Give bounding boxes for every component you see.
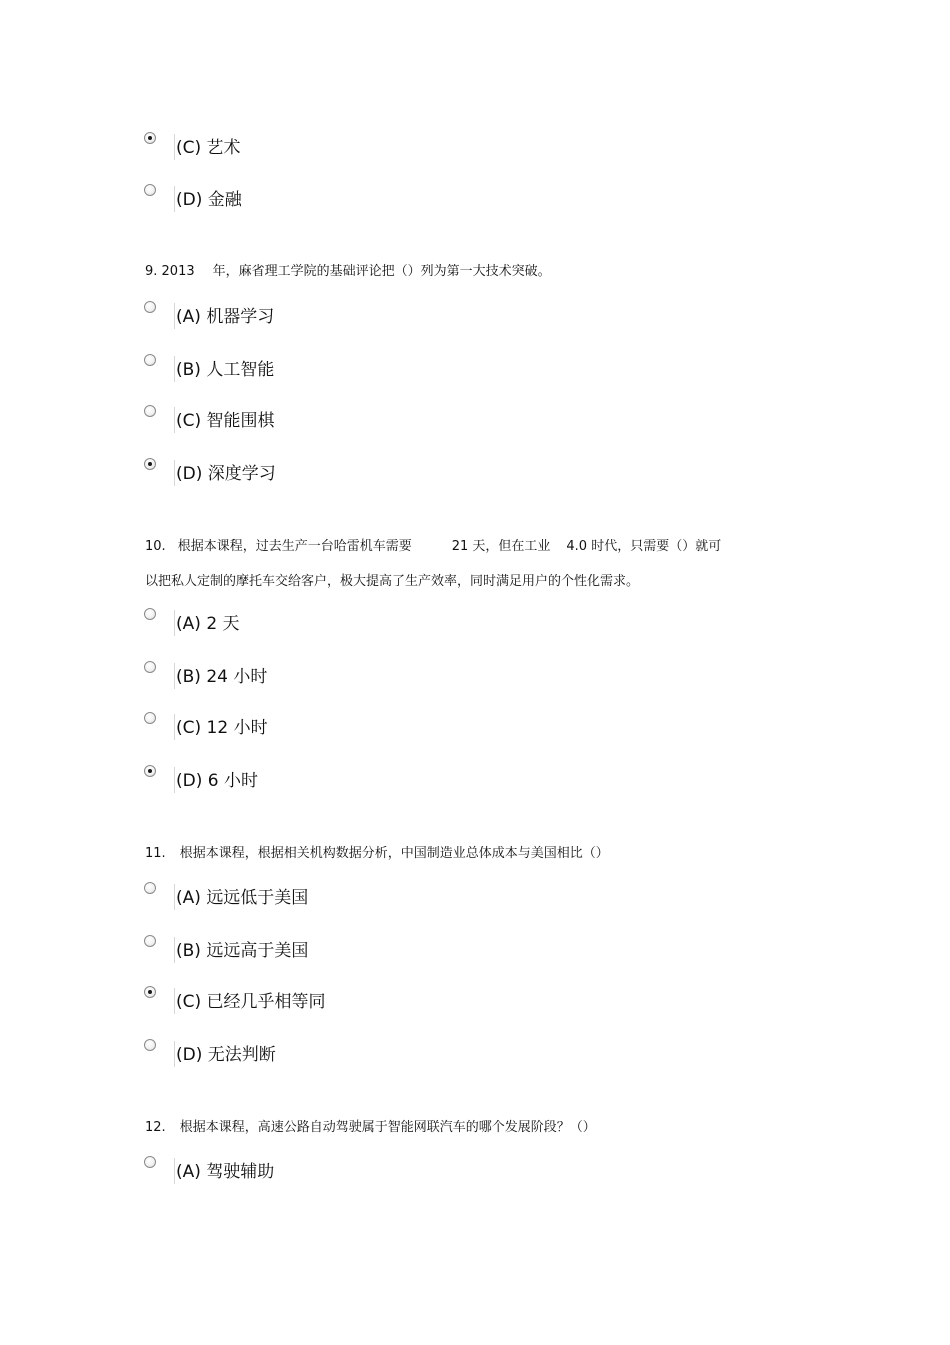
option-q11-d[interactable] [144, 1039, 544, 1067]
question-text: 根据本课程，高速公路自动驾驶属于智能网联汽车的哪个发展阶段？（） [179, 1120, 596, 1135]
option-text: 机器学习 [206, 307, 275, 327]
radio-button[interactable] [144, 354, 156, 366]
divider [174, 356, 175, 382]
option-q10-b[interactable] [144, 661, 544, 689]
option-letter: (D) [176, 771, 203, 791]
option-label [176, 463, 276, 485]
option-q9-b[interactable] [144, 354, 544, 382]
option-letter: (B) [176, 360, 201, 380]
divider [174, 937, 175, 963]
option-label [176, 189, 242, 211]
option-letter: (D) [176, 1045, 203, 1065]
option-label [176, 991, 326, 1013]
option-label [176, 1161, 274, 1183]
radio-button[interactable] [144, 661, 156, 673]
radio-button[interactable] [144, 184, 156, 196]
question-number: 10. [145, 539, 166, 554]
option-label [176, 887, 308, 909]
question-number: 9. 2013 [145, 264, 195, 279]
divider [174, 988, 175, 1014]
option-letter: (C) [176, 138, 202, 158]
option-letter: (C) [176, 718, 202, 738]
option-q10-c[interactable] [144, 712, 544, 740]
radio-button[interactable] [144, 458, 156, 470]
question-10-line2 [145, 572, 639, 592]
option-label [176, 666, 267, 688]
option-text: 金融 [207, 190, 242, 210]
option-label [176, 770, 258, 792]
option-letter: (A) [176, 307, 201, 327]
option-label [176, 940, 308, 962]
question-number: 12. [145, 1120, 166, 1135]
radio-button[interactable] [144, 712, 156, 724]
divider [174, 884, 175, 910]
option-text: 远远低于美国 [206, 888, 309, 908]
option-letter: (C) [176, 992, 202, 1012]
option-letter: (A) [176, 888, 201, 908]
option-label [176, 1044, 276, 1066]
option-text: 智能围棋 [206, 411, 275, 431]
option-letter: (D) [176, 190, 203, 210]
option-q10-a[interactable] [144, 608, 544, 636]
option-letter: (D) [176, 464, 203, 484]
option-prev-d[interactable] [144, 184, 544, 212]
option-letter: (B) [176, 667, 201, 687]
divider [174, 303, 175, 329]
question-text-3: 4.0 时代，只需要（）就可 [566, 539, 722, 554]
radio-button[interactable] [144, 132, 156, 144]
option-text: 已经几乎相等同 [206, 992, 326, 1012]
radio-button[interactable] [144, 986, 156, 998]
radio-button[interactable] [144, 882, 156, 894]
question-12-title [145, 1118, 596, 1138]
option-q9-c[interactable] [144, 405, 544, 433]
option-text: 人工智能 [206, 360, 275, 380]
radio-button[interactable] [144, 405, 156, 417]
divider [174, 663, 175, 689]
divider [174, 767, 175, 793]
question-text: 根据本课程，根据相关机构数据分析，中国制造业总体成本与美国相比（） [179, 846, 609, 861]
divider [174, 1041, 175, 1067]
option-text: 深度学习 [207, 464, 276, 484]
divider [174, 714, 175, 740]
option-q9-a[interactable] [144, 301, 544, 329]
option-label [176, 359, 274, 381]
divider [174, 134, 175, 160]
question-9-title [145, 262, 551, 282]
option-text: 远远高于美国 [206, 941, 309, 961]
radio-button[interactable] [144, 608, 156, 620]
option-letter: (B) [176, 941, 201, 961]
question-text-line2: 以把私人定制的摩托车交给客户，极大提高了生产效率，同时满足用户的个性化需求。 [145, 574, 640, 589]
option-label [176, 306, 274, 328]
option-text: 艺术 [206, 138, 241, 158]
option-text: 2 天 [206, 614, 240, 634]
divider [174, 186, 175, 212]
radio-button[interactable] [144, 1039, 156, 1051]
option-prev-c[interactable] [144, 132, 544, 160]
option-letter: (C) [176, 411, 202, 431]
divider [174, 407, 175, 433]
option-text: 6 小时 [207, 771, 258, 791]
option-text: 驾驶辅助 [206, 1162, 275, 1182]
option-q11-c[interactable] [144, 986, 544, 1014]
question-10-title [145, 537, 721, 557]
radio-button[interactable] [144, 301, 156, 313]
question-number: 11. [145, 846, 166, 861]
question-text: 根据本课程，过去生产一台哈雷机车需要 [177, 539, 412, 554]
option-label [176, 137, 241, 159]
option-q10-d[interactable] [144, 765, 544, 793]
divider [174, 460, 175, 486]
option-text: 24 小时 [206, 667, 268, 687]
divider [174, 1158, 175, 1184]
option-q9-d[interactable] [144, 458, 544, 486]
question-text-2: 21 天，但在工业 [451, 539, 551, 554]
question-text: 年，麻省理工学院的基础评论把（）列为第一大技术突破。 [212, 264, 551, 279]
radio-button[interactable] [144, 765, 156, 777]
option-q11-a[interactable] [144, 882, 544, 910]
radio-button[interactable] [144, 1156, 156, 1168]
option-q11-b[interactable] [144, 935, 544, 963]
question-11-title [145, 844, 609, 864]
option-label [176, 613, 240, 635]
divider [174, 610, 175, 636]
option-text: 12 小时 [206, 718, 268, 738]
option-label [176, 410, 275, 432]
option-text: 无法判断 [207, 1045, 276, 1065]
option-q12-a[interactable] [144, 1156, 544, 1184]
option-label [176, 717, 268, 739]
option-letter: (A) [176, 1162, 201, 1182]
radio-button[interactable] [144, 935, 156, 947]
option-letter: (A) [176, 614, 201, 634]
